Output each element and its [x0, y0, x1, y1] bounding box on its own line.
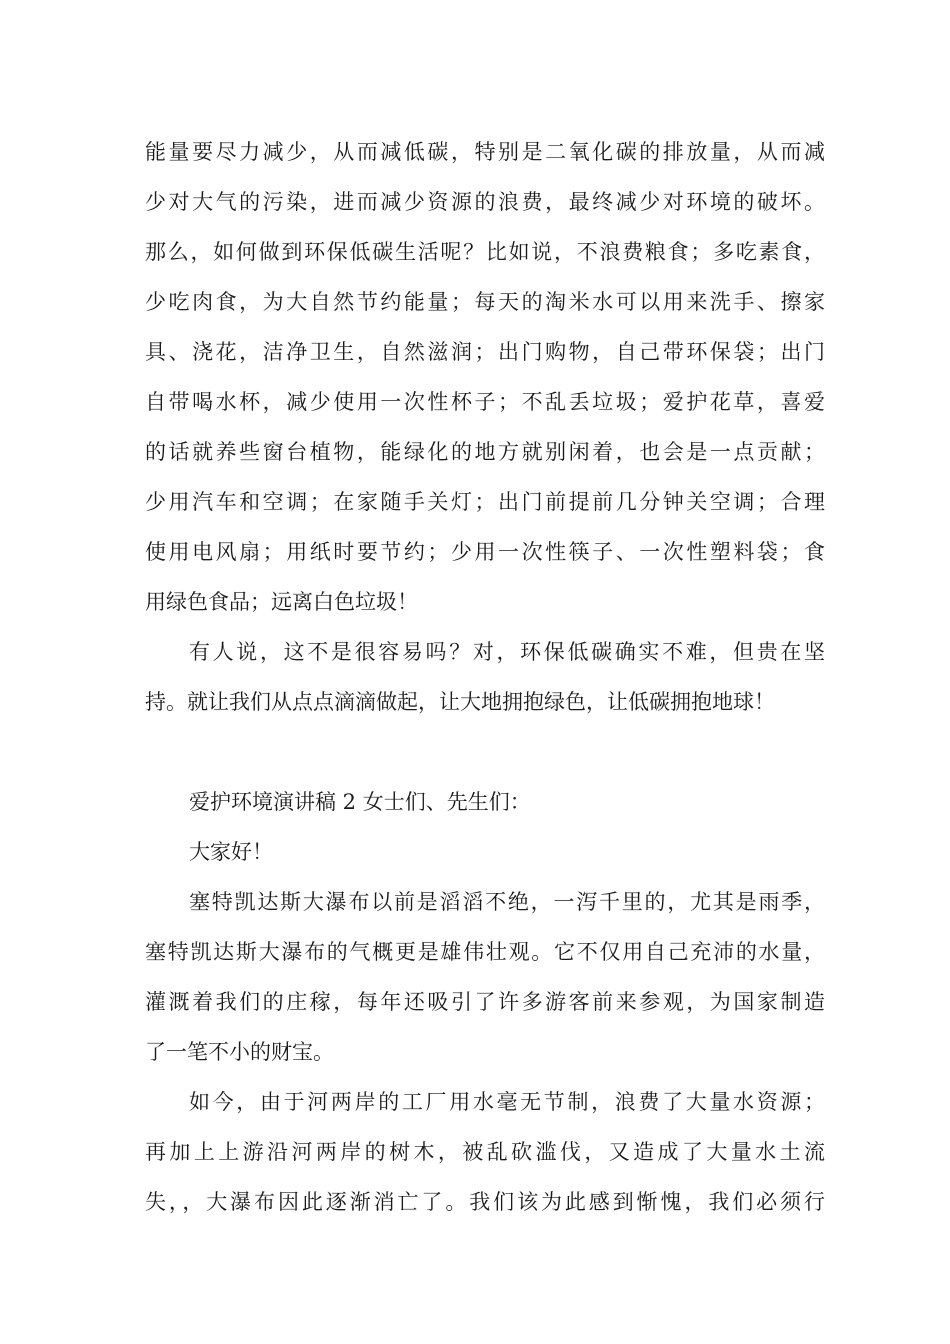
text-line: 有人说，这不是很容易吗？对，环保低碳确实不难，但贵在坚 — [189, 640, 825, 664]
text-line: 少吃肉食，为大自然节约能量；每天的淘米水可以用来洗手、擦家 — [145, 290, 825, 314]
text-line: 少对大气的污染，进而减少资源的浪费，最终减少对环境的破坏。 — [145, 190, 825, 214]
text-line: 再加上上游沿河两岸的树木，被乱砍滥伐，又造成了大量水土流 — [145, 1140, 825, 1164]
text-line: 自带喝水杯，减少使用一次性杯子；不乱丢垃圾；爱护花草，喜爱 — [145, 390, 825, 414]
text-line: 持。就让我们从点点滴滴做起，让大地拥抱绿色，让低碳拥抱地球！ — [145, 690, 775, 714]
text-line: 塞特凯达斯大瀑布的气概更是雄伟壮观。它不仅用自己充沛的水量， — [145, 940, 825, 964]
text-line: 少用汽车和空调；在家随手关灯；出门前提前几分钟关空调；合理 — [145, 490, 825, 514]
text-line: 灌溉着我们的庄稼，每年还吸引了许多游客前来参观，为国家制造 — [145, 990, 825, 1014]
text-line: 的话就养些窗台植物，能绿化的地方就别闲着，也会是一点贡献； — [145, 440, 825, 464]
text-line: 了一笔不小的财宝。 — [145, 1040, 334, 1064]
text-line: 具、浇花，洁净卫生，自然滋润；出门购物，自己带环保袋；出门 — [145, 340, 825, 364]
text-line: 那么，如何做到环保低碳生活呢？比如说，不浪费粮食；多吃素食， — [145, 240, 825, 264]
text-line: 能量要尽力减少，从而减低碳，特别是二氧化碳的排放量，从而减 — [145, 140, 825, 164]
text-line: 用绿色食品；远离白色垃圾！ — [145, 590, 418, 614]
text-line: 失，，大瀑布因此逐渐消亡了。我们该为此感到惭愧，我们必须行 — [145, 1190, 825, 1214]
text-line: 如今，由于河两岸的工厂用水毫无节制，浪费了大量水资源； — [189, 1090, 825, 1114]
text-line: 使用电风扇；用纸时要节约；少用一次性筷子、一次性塑料袋；食 — [145, 540, 825, 564]
greeting: 大家好！ — [189, 840, 273, 864]
text-line: 塞特凯达斯大瀑布以前是滔滔不绝，一泻千里的，尤其是雨季， — [189, 890, 825, 914]
speech-heading: 爱护环境演讲稿 2 女士们、先生们： — [189, 790, 531, 814]
